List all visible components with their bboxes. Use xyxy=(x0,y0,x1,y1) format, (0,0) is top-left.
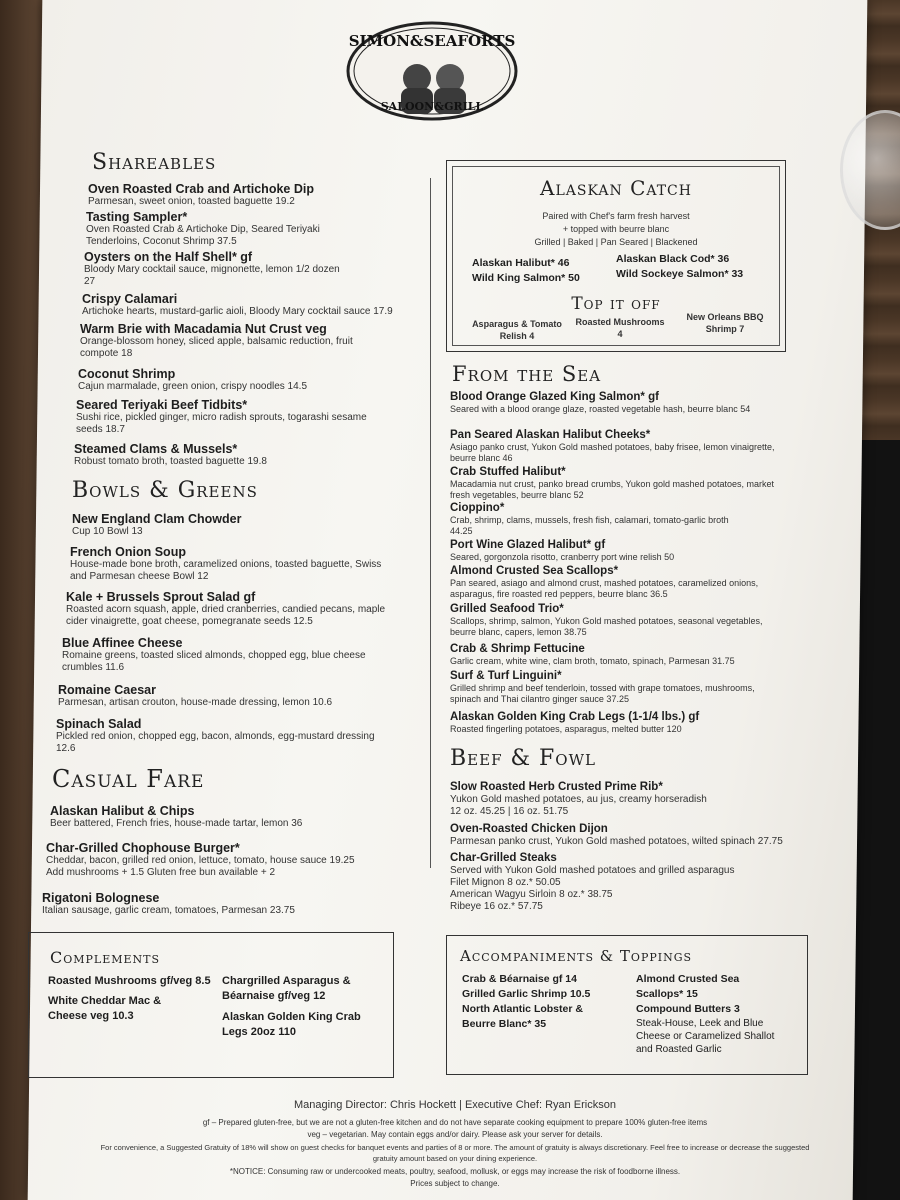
consumption-notice: *NOTICE: Consuming raw or undercooked meats, poultry, seafood, mollusk, or eggs may increase the risk of foodborne illness. xyxy=(229,1167,681,1176)
item-name: Crispy Calamari xyxy=(82,292,178,306)
menu-item xyxy=(450,428,785,464)
item-desc: Grilled shrimp and beef tenderloin, tossed with grape tomatoes, mushrooms, spinach and Thai cilantro ginger sauce 37.25 xyxy=(450,683,755,704)
complements-col1 xyxy=(48,974,218,1024)
item-desc: American Wagyu Sirloin 8 oz.* 38.75 xyxy=(450,889,613,900)
menu-item xyxy=(450,538,785,563)
item-name: Oven-Roasted Chicken Dijon xyxy=(450,823,608,835)
topping-line: Roasted Mushrooms xyxy=(575,317,665,327)
accomp-line: North Atlantic Lobster & xyxy=(462,1003,583,1015)
item-name: Rigatoni Bolognese xyxy=(42,891,160,905)
complement-line: Legs 20oz 110 xyxy=(222,1026,296,1038)
menu-item xyxy=(450,390,785,415)
item-name: Almond Crusted Sea Scallops* xyxy=(450,565,619,577)
alaskan-fish: Alaskan Halibut* 46 xyxy=(472,257,570,269)
menu-item xyxy=(84,250,344,288)
item-name: New England Clam Chowder xyxy=(72,512,242,526)
item-name: Romaine Caesar xyxy=(58,683,156,697)
topping-line: New Orleans BBQ xyxy=(686,312,764,322)
menu-item xyxy=(450,602,785,638)
menu-item xyxy=(80,322,355,360)
item-desc: Sushi rice, pickled ginger, micro radish sprouts, togarashi sesame seeds 18.7 xyxy=(76,412,367,435)
item-desc: Parmesan panko crust, Yukon Gold mashed potatoes, wilted spinach 27.75 xyxy=(450,836,783,847)
accomp-line: Crab & Béarnaise gf 14 xyxy=(462,973,577,985)
menu-item xyxy=(450,822,795,848)
logo-top-text: SIMON&SEAFORTS xyxy=(348,32,516,50)
accomp-line: Cheese or Caramelized Shallot xyxy=(636,1031,775,1042)
menu-item xyxy=(450,642,785,667)
alaskan-catch-methods: Grilled | Baked | Pan Seared | Blackened xyxy=(534,237,698,247)
bowls-heading: Bowls & Greens xyxy=(72,478,258,503)
gratuity-note: For convenience, a Suggested Gratuity of 18% will show on guest checks for banquet events and parties of 8 or more. The amount of gratuity is always discretionary. Feel free to increase or decrease the suggested xyxy=(100,1143,810,1152)
topping xyxy=(670,311,780,335)
item-desc: Asiago panko crust, Yukon Gold mashed potatoes, baby frisee, lemon vinaigrette, beurre blanc 46 xyxy=(450,442,775,463)
item-name: Kale + Brussels Sprout Salad gf xyxy=(66,590,256,604)
menu-item xyxy=(86,210,346,248)
item-desc: Served with Yukon Gold mashed potatoes and grilled asparagus xyxy=(450,865,735,876)
item-desc: Pickled red onion, chopped egg, bacon, almonds, egg-mustard dressing 12.6 xyxy=(56,731,375,754)
accompaniments-heading: Accompaniments & Toppings xyxy=(460,947,693,965)
menu-item xyxy=(450,851,795,913)
item-desc: Add mushrooms + 1.5 Gluten free bun available + 2 xyxy=(46,867,276,878)
logo-bottom-text: SALOON&GRILL xyxy=(380,100,484,113)
menu-item xyxy=(450,669,785,705)
menu-item xyxy=(76,398,376,436)
accomp-line: Compound Butters 3 xyxy=(636,1003,740,1015)
topping xyxy=(462,318,572,342)
menu-item xyxy=(88,182,423,208)
item-name: Crab Stuffed Halibut* xyxy=(450,466,566,478)
menu-item xyxy=(66,590,401,628)
item-name: Cioppino* xyxy=(450,502,505,514)
menu-item xyxy=(56,717,376,755)
item-desc: Cheddar, bacon, grilled red onion, lettuce, tomato, house sauce 19.25 xyxy=(46,855,355,866)
alaskan-catch-note1: Paired with Chef's farm fresh harvest xyxy=(542,211,690,221)
item-name: Warm Brie with Macadamia Nut Crust veg xyxy=(80,322,327,336)
topping-line: Shrimp 7 xyxy=(705,324,745,334)
gratuity-note-2: gratuity amount based on your dining experience. xyxy=(372,1154,538,1163)
menu-item xyxy=(70,545,400,583)
item-desc: Cup 10 Bowl 13 xyxy=(72,526,143,537)
topping-line: 4 xyxy=(617,329,623,339)
accomp-col1 xyxy=(462,972,632,1032)
accomp-line: and Roasted Garlic xyxy=(636,1044,722,1055)
item-desc: Garlic cream, white wine, clam broth, tomato, spinach, Parmesan 31.75 xyxy=(450,656,735,666)
menu-item xyxy=(82,292,412,318)
item-name: Blood Orange Glazed King Salmon* gf xyxy=(450,391,659,403)
menu-item xyxy=(450,465,785,501)
menu-item xyxy=(50,804,380,830)
item-name: Blue Affinee Cheese xyxy=(62,636,183,650)
staff-credits: Managing Director: Chris Hockett | Executive Chef: Ryan Erickson xyxy=(294,1099,616,1111)
item-name: Pan Seared Alaskan Halibut Cheeks* xyxy=(450,429,651,441)
item-name: Port Wine Glazed Halibut* gf xyxy=(450,539,606,551)
topping xyxy=(565,316,675,340)
topping-line: Relish 4 xyxy=(499,331,535,341)
top-it-off-heading: Top it off xyxy=(571,294,661,314)
item-desc: Roasted acorn squash, apple, dried cranberries, candied pecans, maple cider vinaigrette, goat cheese, pomegranate seeds 12.5 xyxy=(66,604,386,627)
menu-item xyxy=(450,564,785,600)
casual-heading: Casual Fare xyxy=(52,765,205,793)
item-name: Grilled Seafood Trio* xyxy=(450,603,564,615)
menu-item xyxy=(42,891,372,917)
item-desc: Artichoke hearts, mustard-garlic aioli, Bloody Mary cocktail sauce 17.9 xyxy=(82,306,393,317)
menu-item xyxy=(58,683,388,709)
item-desc: Bloody Mary cocktail sauce, mignonette, lemon 1/2 dozen 27 xyxy=(84,264,340,287)
item-name: Coconut Shrimp xyxy=(78,367,176,381)
alaskan-catch-note2: + topped with beurre blanc xyxy=(562,224,670,234)
menu-item xyxy=(450,501,750,537)
alaskan-fish: Wild King Salmon* 50 xyxy=(472,272,580,284)
item-desc: 12 oz. 45.25 | 16 oz. 51.75 xyxy=(450,806,569,817)
topping-line: Asparagus & Tomato xyxy=(472,319,562,329)
item-desc: House-made bone broth, caramelized onions, toasted baguette, Swiss and Parmesan cheese Bowl 12 xyxy=(70,559,382,582)
column-divider xyxy=(430,178,431,868)
item-name: Steamed Clams & Mussels* xyxy=(74,442,238,456)
menu-item xyxy=(62,636,392,674)
item-name: Oven Roasted Crab and Artichoke Dip xyxy=(88,182,314,196)
complement-line: White Cheddar Mac & xyxy=(48,995,162,1007)
item-desc: Beer battered, French fries, house-made tartar, lemon 36 xyxy=(50,818,303,829)
menu-item xyxy=(450,710,785,735)
accomp-col2 xyxy=(636,972,806,1056)
item-desc: Seared with a blood orange glaze, roasted vegetable hash, beurre blanc 54 xyxy=(450,404,751,414)
item-desc: Macadamia nut crust, panko bread crumbs, Yukon gold mashed potatoes, market fresh vegetables, beurre blanc 52 xyxy=(450,479,775,500)
item-desc: Yukon Gold mashed potatoes, au jus, creamy horseradish xyxy=(450,794,707,805)
item-name: Char-Grilled Chophouse Burger* xyxy=(46,841,240,855)
complement-line: Chargrilled Asparagus & xyxy=(222,975,351,987)
complements-col2 xyxy=(222,974,387,1040)
item-desc: Filet Mignon 8 oz.* 50.05 xyxy=(450,877,561,888)
item-desc: Seared, gorgonzola risotto, cranberry port wine relish 50 xyxy=(450,552,675,562)
item-desc: Oven Roasted Crab & Artichoke Dip, Seared Teriyaki Tenderloins, Coconut Shrimp 37.5 xyxy=(86,224,320,247)
price-note: Prices subject to change. xyxy=(410,1179,500,1188)
accomp-line: Almond Crusted Sea xyxy=(636,973,740,985)
menu-item xyxy=(74,442,404,468)
complements-heading: Complements xyxy=(50,948,161,967)
item-name: Crab & Shrimp Fettucine xyxy=(450,643,585,655)
complement-line: Cheese veg 10.3 xyxy=(48,1010,134,1022)
item-desc: Italian sausage, garlic cream, tomatoes, Parmesan 23.75 xyxy=(42,905,295,916)
item-name: Seared Teriyaki Beef Tidbits* xyxy=(76,398,248,412)
item-desc: Scallops, shrimp, salmon, Yukon Gold mashed potatoes, seasonal vegetables, beurre blanc, capers, lemon 38.75 xyxy=(450,616,763,637)
gf-note: gf – Prepared gluten-free, but we are not a gluten-free kitchen and do not have separate cooking equipment to prepare 100% gluten-free items xyxy=(202,1118,708,1127)
item-desc: Roasted fingerling potatoes, asparagus, melted butter 120 xyxy=(450,724,682,734)
item-desc: Cajun marmalade, green onion, crispy noodles 14.5 xyxy=(78,381,308,392)
alaskan-catch-heading: Alaskan Catch xyxy=(540,176,692,200)
item-name: Alaskan Halibut & Chips xyxy=(50,804,195,818)
beef-fowl-heading: Beef & Fowl xyxy=(450,746,596,771)
alaskan-fish: Wild Sockeye Salmon* 33 xyxy=(616,268,744,280)
accomp-line: Steak-House, Leek and Blue xyxy=(636,1018,764,1029)
item-desc: Orange-blossom honey, sliced apple, balsamic reduction, fruit compote 18 xyxy=(80,336,353,359)
item-name: French Onion Soup xyxy=(70,545,186,559)
menu-item xyxy=(46,841,406,879)
item-name: Slow Roasted Herb Crusted Prime Rib* xyxy=(450,781,663,793)
menu-item xyxy=(450,780,785,818)
item-desc: Parmesan, artisan crouton, house-made dressing, lemon 10.6 xyxy=(58,697,333,708)
item-name: Spinach Salad xyxy=(56,717,142,731)
complement-line: Alaskan Golden King Crab xyxy=(222,1011,361,1023)
item-desc: Crab, shrimp, clams, mussels, fresh fish, calamari, tomato-garlic broth 44.25 xyxy=(450,515,729,536)
menu-item xyxy=(72,512,402,538)
alaskan-fish: Alaskan Black Cod* 36 xyxy=(616,253,730,265)
complement-line: Béarnaise gf/veg 12 xyxy=(222,990,326,1002)
shareables-heading: Shareables xyxy=(92,150,217,175)
item-desc: Romaine greens, toasted sliced almonds, chopped egg, blue cheese crumbles 11.6 xyxy=(62,650,366,673)
item-name: Char-Grilled Steaks xyxy=(450,852,557,864)
complement-line: Roasted Mushrooms gf/veg 8.5 xyxy=(48,975,211,987)
item-desc: Robust tomato broth, toasted baguette 19.8 xyxy=(74,456,267,467)
restaurant-logo xyxy=(345,20,520,122)
item-name: Surf & Turf Linguini* xyxy=(450,670,562,682)
accomp-line: Beurre Blanc* 35 xyxy=(462,1018,547,1030)
item-name: Alaskan Golden King Crab Legs (1-1/4 lbs.) gf xyxy=(450,711,700,723)
item-desc: Ribeye 16 oz.* 57.75 xyxy=(450,901,543,912)
item-name: Oysters on the Half Shell* gf xyxy=(84,250,253,264)
from-sea-heading: From the Sea xyxy=(452,362,602,386)
menu-item xyxy=(78,367,408,393)
veg-note: veg – vegetarian. May contain eggs and/or dairy. Please ask your server for details. xyxy=(307,1130,603,1139)
item-desc: Pan seared, asiago and almond crust, mashed potatoes, caramelized onions, asparagus, fire roasted red peppers, beurre blanc 36.5 xyxy=(450,578,759,599)
item-name: Tasting Sampler* xyxy=(86,210,188,224)
item-desc: Parmesan, sweet onion, toasted baguette 19.2 xyxy=(88,196,295,207)
accomp-line: Grilled Garlic Shrimp 10.5 xyxy=(462,988,591,1000)
accomp-line: Scallops* 15 xyxy=(636,988,698,1000)
